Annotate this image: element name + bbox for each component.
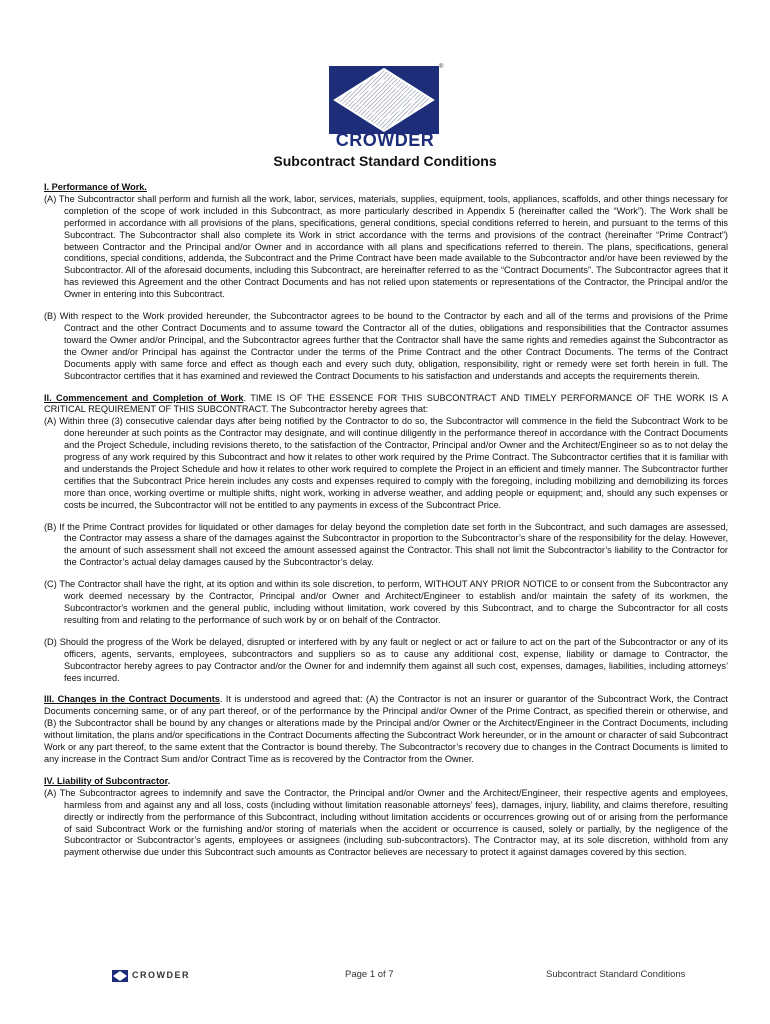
section-heading-liability: IV. Liability of Subcontractor. [44, 775, 171, 786]
clause-1a: (A) The Subcontractor shall perform and furnish all the work, labor, services, materials, supplies, equipment, tools, appliances, scaffolds, and other things necessary for completion of the scope of work included in this Subcontract, as more particularly described in Appendix 5 (hereinafter called the “Work”). The Work shall be performed in accordance with all provisions of the plans, specifications, general conditions, special conditions referred to herein, and pursuant to the terms of this Subcontract. The Subcontractor shall also complete its Work in strict accordance with the terms and provisions of the contract (hereinafter “Prime Contract”) between Contractor and the Principal and/or Owner and in accordance with all plans and specifications referred to therein. The plans, specifications, general conditions, special conditions, addenda, the Subcontract and the Prime Contract have been made available to the Subcontractor and/or have been reviewed by the Subcontractor. All of the aforesaid documents, including this Subcontract, are hereinafter referred to as the “Contract Documents”. The Subcontractor agrees that it has reviewed this Agreement and the other Contract Documents and has not relied upon statements or representations of the Contractor, the Principal and/or the Owner in entering into this Subcontract. [44, 193, 728, 300]
clause-2b: (B) If the Prime Contract provides for liquidated or other damages for delay beyond the completion date set forth in the Subcontract, and such damages are assessed, the Contractor may assess a share of the damages against the Subcontractor in proportion to the Subcontractor’s share of the responsibility for the delay. However, the amount of such assessment shall not exceed the amount assessed against the Contractor. This shall not limit the Subcontractor’s liability to the Contractor for the Contractor’s actual delay damages caused by the Subcontractor’s delay. [44, 521, 728, 568]
clause-1b: (B) With respect to the Work provided hereunder, the Subcontractor agrees to be bound to the Contractor by each and all of the terms and provisions of the Prime Contract and the other Contract Documents and to assume toward the Contractor all of the duties, obligations and responsibilities that the Contractor assumes toward the Owner and/or Principal, and the Subcontractor agrees further that the Contractor shall have the same rights and remedies against the Subcontractor as the Owner and/or Principal has against the Contractor under the terms of the Prime Contract and the other Contract Documents. The terms of the Contract Documents apply with same force and effect as though each and every such duty, obligation, responsibility, right or remedy were set forth herein in full. The Subcontractor certifies that it has examined and reviewed the Contract Documents to his satisfaction and understands and accepts the requirements therein. [44, 311, 728, 381]
clause-2a: (A) Within three (3) consecutive calendar days after being notified by the Contractor to do so, the Subcontractor will commence in the field the Subcontract Work to be done hereunder at such points as the Contractor may designate, and will continue diligently in the performance thereof in accordance with the Contract Documents and the Project Schedule, including revisions thereto, to the satisfaction of the Contractor, Principal and/or Owner and the Architect/Engineer so as to not delay the progress of any work required by this Subcontract and how it relates to other work required by the Prime Contract. The Subcontractor certifies that it is familiar with and understands the Project Schedule and how it relates to other work required to complete the Project in an efficient and timely manner. The Subcontractor further certifies that the Subcontract Price herein includes any costs and expenses required to comply with the foregoing, including mobilizing and demobilizing its forces more than once, working overtime or multiple shifts, night work, working in adverse weather, and adding people or equipment; and, should any such expenses or costs be incurred, the Subcontractor will not be entitled to any payments in excess of the Subcontract Price. [44, 416, 728, 510]
document-body [44, 182, 728, 859]
logo-wordmark: CROWDER [335, 130, 435, 150]
logo-diamond-icon [329, 66, 439, 134]
footer-logo-diamond-icon [112, 970, 128, 982]
document-title: Subcontract Standard Conditions [273, 153, 497, 169]
footer-logo [112, 970, 192, 982]
footer-title: Subcontract Standard Conditions [546, 969, 686, 980]
crowder-logo [325, 64, 445, 152]
clause-2d: (D) Should the progress of the Work be delayed, disrupted or interfered with by any fault or neglect or act or failure to act on the part of the Subcontractor or any of its officers, agents, servants, employees, subcontractors and suppliers so as to cause any additional cost, expense, liability or damage to Contractor, the Subcontractor hereby agrees to pay Contractor and/or the Owner for and indemnify them against all such cost, expenses, damages, liabilities, including attorneys’ fees incurred. [44, 636, 728, 683]
page-footer [0, 968, 770, 988]
section-3-text: III. Changes in the Contract Documents. It is understood and agreed that: (A) the Contractor is not an insurer or guarantor of the Subcontract Work, the Contract Documents concerning same, or of any part thereof, or of the performance by the Principal and/or Owner of the Prime Contract, as specified therein or otherwise, and (B) the Subcontractor shall be bound by any changes or alterations made by the Principal and/or Owner or the Architect/Engineer in the Contract Documents, including without limitation, the plans and/or specifications in the Contract Documents affecting the Subcontract Work hereunder, or in the amount or character of said Subcontract Work or any part thereof, to the same extent that the Contractor is bound thereby. The Subcontractor’s recovery due to changes in the Contract Documents is limited to any increase in the Contract Sum and/or Contract Time as is recovered by the Contractor from the Owner. [44, 694, 728, 764]
clause-4a: (A) The Subcontractor agrees to indemnify and save the Contractor, the Principal and/or Owner and the Architect/Engineer, their respective agents and employees, harmless from and against any and all loss, costs (including without limitation reasonable attorneys’ fees), damages, injury, liability, and claims therefore, resulting directly or indirectly from the performance of this Subcontract, including without limitation accidents or occurrences growing out of or arising from the performance of said Subcontract Work or the furnishing and/or storing of materials when the accident or occurrence is caused, solely or partially, by the negligence of the Subcontractor or Subcontractor’s agents, employees or assignees (including sub-subcontractors). The Contractor may, at its sole discretion, withhold from any payment otherwise due under this Subcontract such amounts as Contractor believes are necessary to protect it against damages covered by this section. [44, 787, 728, 858]
page-number: Page 1 of 7 [345, 969, 394, 980]
section-heading-performance: I. Performance of Work. [44, 182, 147, 192]
section-heading-commencement: II. Commencement and Completion of Work [44, 392, 244, 403]
section-heading-changes: III. Changes in the Contract Documents [44, 694, 220, 705]
section-2-intro: II. Commencement and Completion of Work. TIME IS OF THE ESSENCE FOR THIS SUBCONTRACT AND TIMELY PERFORMANCE OF THE WORK IS A CRITICAL REQUIREMENT OF THIS SUBCONTRACT. The Subcontractor hereby agrees that: [44, 392, 729, 415]
footer-logo-wordmark: CROWDER [132, 970, 190, 980]
clause-2c: (C) The Contractor shall have the right, at its option and within its sole discretion, to perform, WITHOUT ANY PRIOR NOTICE to or consent from the Subcontractor any work deemed necessary by the Contractor, Principal and/or Owner and Architect/Engineer to establish and/or maintain the safety of its workmen, the Subcontractor's workmen and the general public, including without limitation, work covered by this Subcontract, and to charge the Subcontractor for all costs resulting from and relating to the performance of such work by or on behalf of the Contractor. [44, 579, 728, 625]
registered-mark: ® [439, 64, 444, 70]
